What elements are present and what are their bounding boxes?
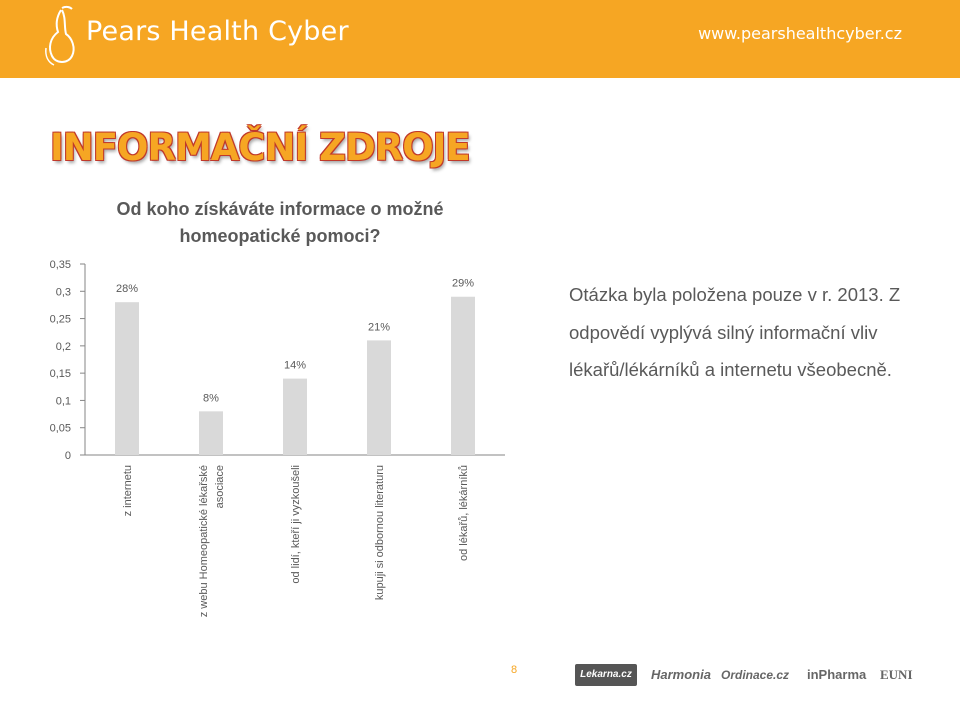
chart-title-line: Od koho získáváte informace o možné: [116, 199, 444, 219]
chart-title-line: homeopatické pomoci?: [179, 226, 381, 246]
x-category-label: asociace: [214, 465, 226, 509]
partner-logos: [575, 664, 935, 688]
y-tick-label: 0,25: [49, 313, 71, 326]
x-category-label: od lidí, kteří ji vyzkoušeli: [290, 465, 302, 584]
bar: [451, 297, 475, 455]
data-label: 29%: [451, 277, 475, 290]
bar: [283, 379, 307, 455]
y-tick-label: 0,2: [55, 340, 71, 353]
x-category-label: kupuji si odbornou literaturu: [374, 465, 386, 601]
bar-chart: [0, 190, 540, 650]
x-category-label: od lékařů, lékárníků: [458, 465, 470, 561]
brand-name: Pears Health Cyber: [86, 16, 349, 47]
partner-logo-inpharma: inPharma: [807, 667, 867, 682]
x-category-label: z internetu: [122, 465, 134, 517]
y-tick-label: 0,35: [49, 259, 71, 271]
pear-logo-icon: [44, 4, 78, 66]
site-url-link[interactable]: www.pearshealthcyber.cz: [698, 24, 902, 43]
bar: [115, 302, 139, 455]
bar: [367, 340, 391, 455]
data-label: 8%: [203, 392, 219, 405]
partner-logo-ordinace: Ordinace.cz: [721, 668, 790, 682]
data-label: 28%: [115, 283, 139, 296]
x-category-label: z webu Homeopatické lékařské: [198, 465, 210, 618]
y-tick-label: 0,3: [55, 286, 71, 299]
page-title: INFORMAČNÍ ZDROJE: [50, 126, 470, 169]
partner-logo-harmonia: Harmonia: [651, 667, 711, 682]
y-tick-label: 0,05: [49, 422, 71, 435]
y-tick-label: 0,15: [49, 368, 71, 381]
partner-logo-lekarna: Lekarna.cz: [575, 664, 637, 686]
note-text: Otázka byla položena pouze v r. 2013. Z odpovědí vyplývá silný informační vliv lékařů/lékárníků a internetu všeobecně.: [569, 284, 901, 380]
y-tick-label: 0,1: [55, 395, 71, 408]
data-label: 14%: [283, 359, 307, 372]
partner-logo-euni: EUNI: [880, 667, 913, 682]
bar: [199, 411, 223, 455]
y-tick-label: 0: [64, 450, 71, 462]
data-label: 21%: [367, 321, 391, 334]
page-number: 8: [511, 664, 518, 676]
header-bar: [0, 0, 960, 78]
